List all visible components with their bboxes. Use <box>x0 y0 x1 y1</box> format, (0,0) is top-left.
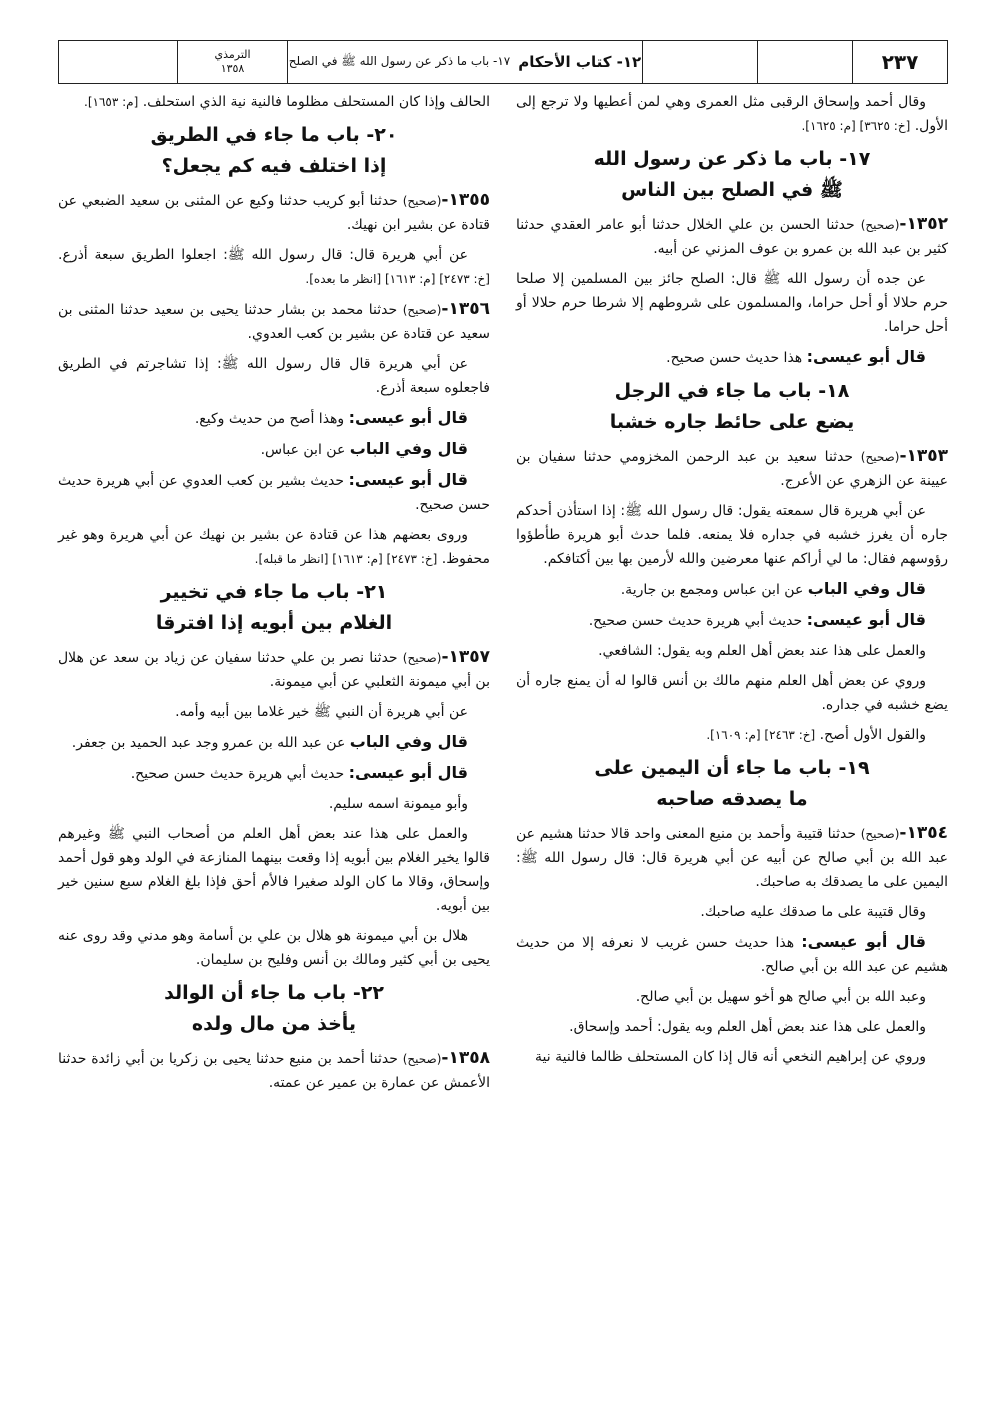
page-header <box>58 40 948 84</box>
page-number: ٢٣٧ <box>852 41 947 83</box>
hadith-matn: عن أبي هريرة قال سمعته يقول: قال رسول الله ﷺ: إذا استأذن أحدكم جاره أن يغرز خشبه في جداره فلا يمنعه. فلما حدث أبو هريرة طأطؤوا رؤوسهم فقال: ما لي أراكم عنها معرضين والله لأرمين بها بين أكتافكم. <box>516 503 948 567</box>
paragraph: والقول الأول أصح. [خ: ٢٤٦٣] [م: ١٦٠٩]. <box>706 727 926 743</box>
paragraph: وقال قتيبة على ما صدقك عليه صاحبك. <box>700 904 926 920</box>
paragraph: والعمل على هذا عند بعض أهل العلم وبه يقول: الشافعي. <box>598 643 926 659</box>
isa-label: قال أبو عيسى: <box>801 932 927 951</box>
source-reference: [خ: ٢٤٦٣] [م: ١٦٠٩]. <box>706 728 816 742</box>
paragraph: وروى بعضهم هذا عن قتادة عن بشير بن نهيك عن أبي هريرة وهو غير محفوظ. [خ: ٢٤٧٣] [م: ١٦١٣] [انظر ما قبله]. <box>58 527 490 567</box>
hadith-isnad: حدثنا أحمد بن منيع حدثنا يحيى بن زكريا بن أبي زائدة حدثنا الأعمش عن عمارة بن عمير عن عمته. <box>58 1051 490 1091</box>
fil-bab-label: قال وفي الباب <box>349 439 468 458</box>
running-title <box>287 41 642 83</box>
hadith-reference <box>177 41 287 83</box>
text-columns <box>58 90 948 1360</box>
isa-comment: قال أبو عيسى: هذا حديث حسن صحيح. <box>666 347 926 366</box>
hadith-matn: عن جده أن رسول الله ﷺ قال: الصلح جائز بين المسلمين إلا صلحا حرم حلالا أو أحل حراما، والمسلمون على شروطهم إلا شرطا حرم حلالا أو أحل حراما. <box>516 271 948 335</box>
header-cell-empty <box>642 41 757 83</box>
hadith-number: ١٣٥٤- <box>899 823 948 843</box>
fil-bab-comment: قال وفي الباب عن ابن عباس. <box>260 439 468 458</box>
hadith-isnad: حدثنا نصر بن علي حدثنا سفيان عن زياد بن سعد عن هلال بن أبي ميمونة الثعلبي عن أبي ميمونة. <box>58 650 490 690</box>
hadith-1355 <box>58 188 490 237</box>
source-reference: [خ: ٣٦٢٥] [م: ١٦٢٥]. <box>801 119 911 133</box>
paragraph: الحالف وإذا كان المستحلف مظلوما فالنية نية الذي استحلف. [م: ١٦٥٣]. <box>84 94 490 110</box>
hadith-matn: عن أبي هريرة قال قال رسول الله ﷺ: إذا تشاجرتم في الطريق فاجعلوه سبعة أذرع. <box>58 356 490 396</box>
isa-comment: قال أبو عيسى: حديث أبي هريرة حديث حسن صحيح. <box>130 763 468 782</box>
fil-bab-comment: قال وفي الباب عن عبد الله بن عمرو وجد عبد الحميد بن جعفر. <box>71 732 468 751</box>
paragraph: والعمل على هذا عند بعض أهل العلم من أصحاب النبي ﷺ وغيرهم قالوا يخير الغلام بين أبويه إذا وقعت بينهما المنازعة في الولد وهو قول أحمد وإسحاق، وقالا ما كان الولد صغيرا فالأم أحق فإذا بلغ الغلام سبع سنين خير بين أبويه. <box>58 826 490 914</box>
isa-label: قال أبو عيسى: <box>806 347 926 366</box>
source-reference: [م: ١٦٥٣]. <box>84 95 139 109</box>
chapter-heading-17: ١٧- باب ما ذكر عن رسول الله ﷺ في الصلح بين الناس <box>593 148 871 201</box>
hadith-number: ١٣٥٥- <box>441 190 490 210</box>
fil-bab-comment: قال وفي الباب عن ابن عباس ومجمع بن جارية. <box>620 579 926 598</box>
hadith-number: ١٣٥٦- <box>441 299 490 319</box>
paragraph: وروي عن بعض أهل العلم منهم مالك بن أنس قالوا له أن يمنع جاره أن يضع خشبه في جداره. <box>516 673 948 713</box>
reference-book: الترمذي <box>214 48 251 61</box>
hadith-number: ١٣٥٨- <box>441 1048 490 1068</box>
hadith-isnad: حدثنا الحسن بن علي الخلال حدثنا أبو عامر العقدي حدثنا كثير بن عبد الله بن عمرو بن عوف المزني عن أبيه. <box>516 217 948 257</box>
book-page <box>58 40 948 1360</box>
hadith-1357 <box>58 645 490 694</box>
hadith-1354 <box>516 821 948 894</box>
header-cell-empty <box>59 41 177 83</box>
right-column <box>516 90 948 1075</box>
hadith-number: ١٣٥٢- <box>899 214 948 234</box>
fil-bab-label: قال وفي الباب <box>349 732 468 751</box>
book-title: ١٢- كتاب الأحكام <box>518 53 642 71</box>
isa-comment: قال أبو عيسى: هذا حديث حسن غريب لا نعرفه إلا من حديث هشيم عن عبد الله بن أبي صالح. <box>516 932 948 975</box>
hadith-isnad: حدثنا قتيبة وأحمد بن منيع المعنى واحد قالا حدثنا هشيم عن عبد الله بن أبي صالح عن أبيه عن أبي هريرة قال: قال رسول الله ﷺ: اليمين على ما يصدقك به صاحبك. <box>516 826 948 890</box>
isa-label: قال أبو عيسى: <box>348 763 468 782</box>
hadith-grade: (صحيح) <box>402 1052 442 1066</box>
hadith-grade: (صحيح) <box>402 303 442 317</box>
chapter-heading-19: ١٩- باب ما جاء أن اليمين على ما يصدقه صاحبه <box>594 757 870 810</box>
chapter-title: ١٧- باب ما ذكر عن رسول الله ﷺ في الصلح <box>288 53 511 68</box>
reference-number: ١٣٥٨ <box>220 62 245 75</box>
chapter-heading-22: ٢٢- باب ما جاء أن الوالد يأخذ من مال ولده <box>164 982 384 1035</box>
isa-comment: قال أبو عيسى: وهذا أصح من حديث وكيع. <box>194 408 468 427</box>
hadith-number: ١٣٥٧- <box>441 647 491 667</box>
hadith-grade: (صحيح) <box>402 194 442 208</box>
source-reference: [خ: ٢٤٧٣] [م: ١٦١٣] [انظر ما بعده]. <box>305 272 490 286</box>
hadith-1352 <box>516 212 948 261</box>
paragraph: وقال أحمد وإسحاق الرقبى مثل العمرى وهي لمن أعطيها ولا ترجع إلى الأول. [خ: ٣٦٢٥] [م: ١٦٢٥]. <box>516 94 948 134</box>
isa-label: قال أبو عيسى: <box>348 408 468 427</box>
hadith-isnad: حدثنا محمد بن بشار حدثنا يحيى بن سعيد حدثنا المثنى بن سعيد عن قتادة عن بشير بن كعب العدوي. <box>58 302 490 342</box>
paragraph: والعمل على هذا عند بعض أهل العلم وبه يقول: أحمد وإسحاق. <box>569 1019 926 1035</box>
isa-comment: قال أبو عيسى: حديث بشير بن كعب العدوي عن أبي هريرة حديث حسن صحيح. <box>58 470 490 513</box>
isa-label: قال أبو عيسى: <box>806 610 926 629</box>
paragraph: وأبو ميمونة اسمه سليم. <box>328 796 468 812</box>
hadith-1353 <box>516 444 948 493</box>
hadith-isnad: حدثنا أبو كريب حدثنا وكيع عن المثنى بن سعيد الضبعي عن قتادة عن بشير ابن نهيك. <box>58 193 490 233</box>
hadith-isnad: حدثنا سعيد بن عبد الرحمن المخزومي حدثنا سفيان بن عيينة عن الزهري عن الأعرج. <box>516 449 948 489</box>
hadith-1358 <box>58 1046 490 1095</box>
paragraph: هلال بن أبي ميمونة هو هلال بن علي بن أسامة وهو مدني وقد روى عنه يحيى بن أبي كثير ومالك بن أنس وفليح بن سليمان. <box>58 928 490 968</box>
source-reference: [خ: ٢٤٧٣] [م: ١٦١٣] [انظر ما قبله]. <box>254 552 438 566</box>
chapter-heading-20: ٢٠- باب ما جاء في الطريق إذا اختلف فيه كم يجعل؟ <box>150 124 398 177</box>
chapter-heading-18: ١٨- باب ما جاء في الرجل يضع على حائط جاره خشبا <box>609 380 855 433</box>
hadith-grade: (صحيح) <box>860 218 900 232</box>
chapter-heading-21: ٢١- باب ما جاء في تخيير الغلام بين أبويه إذا افترقا <box>155 581 393 634</box>
left-column <box>58 90 490 1101</box>
isa-label: قال أبو عيسى: <box>348 470 468 489</box>
hadith-matn: عن أبي هريرة قال: قال رسول الله ﷺ: اجعلوا الطريق سبعة أذرع. [خ: ٢٤٧٣] [م: ١٦١٣] [انظر ما بعده]. <box>58 247 490 286</box>
hadith-grade: (صحيح) <box>402 651 442 665</box>
header-cell-empty <box>757 41 852 83</box>
paragraph: وروي عن إبراهيم النخعي أنه قال إذا كان المستحلف ظالما فالنية نية <box>535 1049 926 1065</box>
hadith-number: ١٣٥٣- <box>899 446 949 466</box>
hadith-1356 <box>58 297 490 346</box>
paragraph: وعبد الله بن أبي صالح هو أخو سهيل بن أبي صالح. <box>635 989 926 1005</box>
fil-bab-label: قال وفي الباب <box>807 579 926 598</box>
hadith-grade: (صحيح) <box>860 827 900 841</box>
isa-comment: قال أبو عيسى: حديث أبي هريرة حديث حسن صحيح. <box>588 610 926 629</box>
hadith-matn: عن أبي هريرة أن النبي ﷺ خير غلاما بين أبيه وأمه. <box>175 704 468 720</box>
hadith-grade: (صحيح) <box>860 450 900 464</box>
